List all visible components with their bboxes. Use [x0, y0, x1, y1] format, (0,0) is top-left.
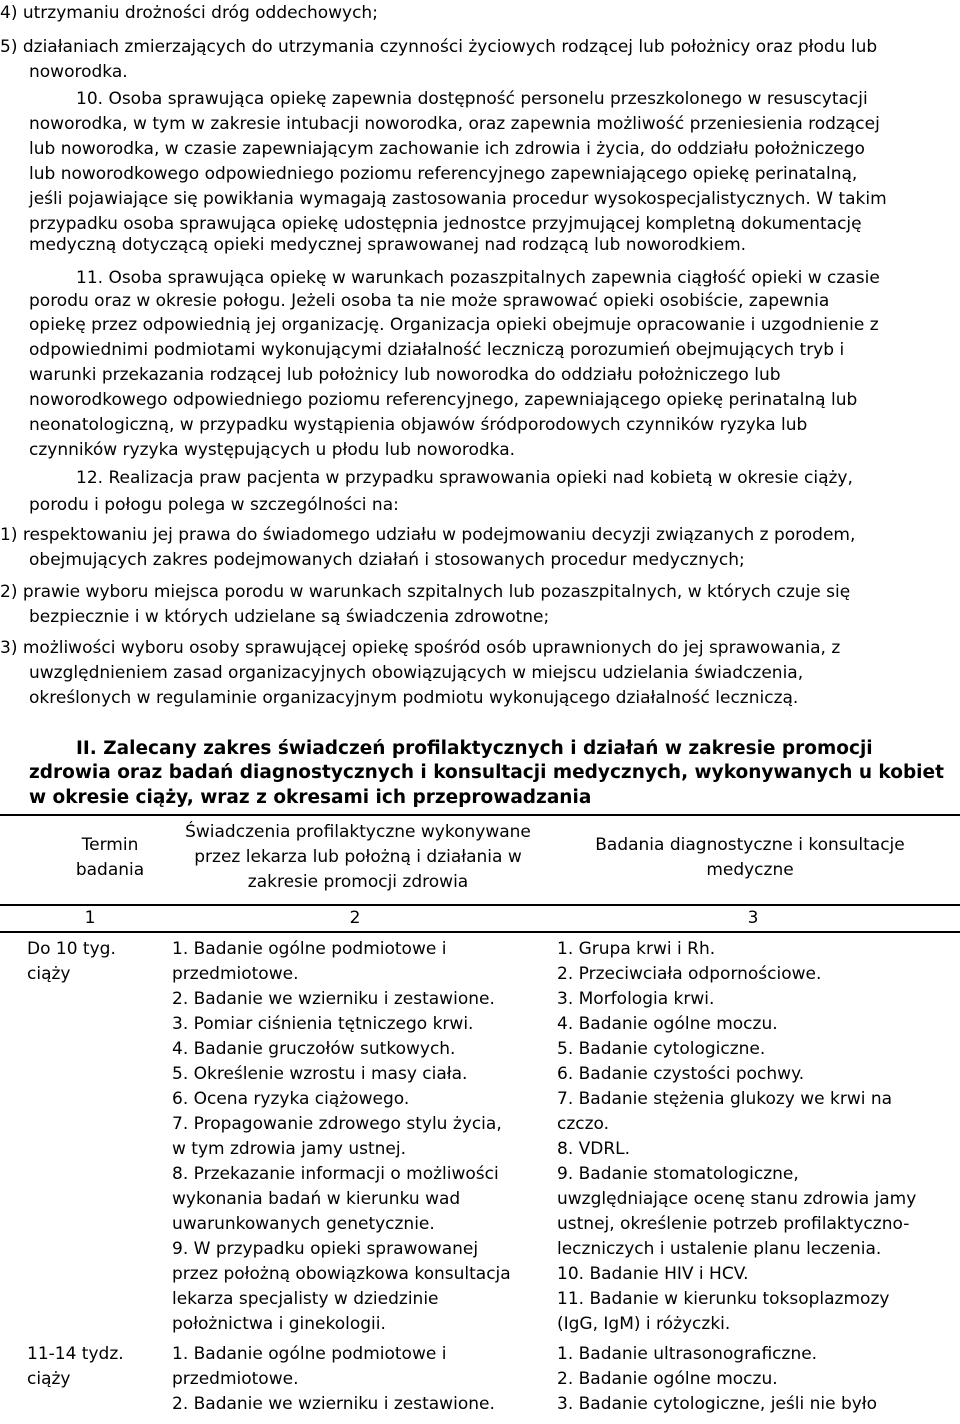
- table-row-1-diagnostics: [557, 937, 916, 1337]
- header-line: zakresie promocji zdrowia: [247, 872, 469, 892]
- paragraph-10-line: noworodka, w tym w zakresie intubacji noworodka, oraz zapewnia możliwość przeniesienia rodzącej: [29, 114, 880, 134]
- diagnostic-line: (IgG, IgM) i różyczki.: [557, 1314, 731, 1334]
- paragraph-11-line: noworodkowego odpowiedniego poziomu referencyjnego, zapewniającego opiekę perinatalną lub: [29, 390, 858, 410]
- service-line: 6. Ocena ryzyka ciążowego.: [172, 1089, 410, 1109]
- term-line: ciąży: [27, 1369, 71, 1389]
- list-item-3-cont: uwzględnieniem zasad organizacyjnych obowiązujących w miejscu udzielania świadczenia,: [29, 663, 804, 683]
- paragraph-11-line: porodu oraz w okresie połogu. Jeżeli osoba ta nie może sprawować opieki osobiście, zapewnia: [29, 291, 830, 311]
- paragraph-12-line: porodu i połogu polega w szczególności na:: [29, 495, 399, 515]
- table-row-2-services: [172, 1342, 495, 1417]
- list-item-5-cont: noworodka.: [29, 62, 128, 82]
- service-line: 4. Badanie gruczołów sutkowych.: [172, 1039, 456, 1059]
- service-line: 2. Badanie we wzierniku i zestawione.: [172, 989, 495, 1009]
- header-line: Świadczenia profilaktyczne wykonywane: [185, 822, 531, 842]
- header-line: medyczne: [706, 860, 794, 880]
- paragraph-10-line: medyczną dotyczącą opieki medycznej sprawowanej nad rodzącą lub noworodkiem.: [29, 235, 747, 255]
- header-line: Termin: [81, 835, 139, 855]
- diagnostic-line: 6. Badanie czystości pochwy.: [557, 1064, 805, 1084]
- service-line: 9. W przypadku opieki sprawowanej: [172, 1239, 479, 1259]
- table-border-top: [0, 814, 960, 816]
- section-heading: II. Zalecany zakres świadczeń profilaktycznych i działań w zakresie promocji: [76, 738, 873, 759]
- paragraph-11-line: neonatologiczną, w przypadku wystąpienia objawów śródporodowych czynników ryzyka lub: [29, 415, 808, 435]
- list-item-3-cont: określonych w regulaminie organizacyjnym podmiotu wykonującego działalność leczniczą.: [29, 688, 799, 708]
- service-line: 3. Pomiar ciśnienia tętniczego krwi.: [172, 1014, 474, 1034]
- diagnostic-line: leczniczych i ustalenie planu leczenia.: [557, 1239, 882, 1259]
- diagnostic-line: 9. Badanie stomatologiczne,: [557, 1164, 799, 1184]
- paragraph-11-line: warunki przekazania rodzącej lub położnicy lub noworodka do oddziału położniczego lub: [29, 365, 781, 385]
- service-line: 2. Badanie we wzierniku i zestawione.: [172, 1394, 495, 1414]
- paragraph-10-line: jeśli pojawiające się powikłania wymagają zastosowania procedur wysokospecjalistycznych. W takim: [29, 189, 887, 209]
- diagnostic-line: 1. Badanie ultrasonograficzne.: [557, 1344, 818, 1364]
- term-line: ciąży: [27, 964, 71, 984]
- list-item-2: 2) prawie wyboru miejsca porodu w warunkach szpitalnych lub pozaszpitalnych, w których czuje się: [0, 582, 851, 602]
- term-line: 11-14 tydz.: [27, 1344, 124, 1364]
- table-header-diagnostics: [560, 833, 940, 883]
- header-line: Badania diagnostyczne i konsultacje: [595, 835, 905, 855]
- table-border-header: [0, 904, 960, 906]
- service-line: 1. Badanie ogólne podmiotowe i: [172, 939, 447, 959]
- diagnostic-line: czczo.: [557, 1114, 610, 1134]
- table-row-2-diagnostics: [557, 1342, 877, 1417]
- diagnostic-line: 10. Badanie HIV i HCV.: [557, 1264, 749, 1284]
- diagnostic-line: 8. VDRL.: [557, 1139, 631, 1159]
- column-number-1: 1: [84, 908, 96, 928]
- section-heading: zdrowia oraz badań diagnostycznych i konsultacji medycznych, wykonywanych u kobiet: [29, 762, 944, 783]
- paragraph-11-line: opiekę przez odpowiednią jej organizację. Organizacja opieki obejmuje opracowanie i uzgodnienie z: [29, 315, 879, 335]
- service-line: przedmiotowe.: [172, 1369, 299, 1389]
- diagnostic-line: 5. Badanie cytologiczne.: [557, 1039, 766, 1059]
- list-item-2-cont: bezpiecznie i w których udzielane są świadczenia zdrowotne;: [29, 607, 550, 627]
- paragraph-10-line: 10. Osoba sprawująca opiekę zapewnia dostępność personelu przeszkolonego w resuscytacji: [76, 89, 868, 109]
- service-line: 5. Określenie wzrostu i masy ciała.: [172, 1064, 468, 1084]
- service-line: w tym zdrowia jamy ustnej.: [172, 1139, 406, 1159]
- paragraph-10-line: lub noworodka, w czasie zapewniającym zachowanie ich zdrowia i życia, do oddziału położniczego: [29, 139, 865, 159]
- section-heading: w okresie ciąży, wraz z okresami ich przeprowadzania: [29, 787, 592, 808]
- table-row-1-services: [172, 937, 511, 1337]
- list-item-4: 4) utrzymaniu drożności dróg oddechowych;: [0, 3, 378, 23]
- diagnostic-line: ustnej, określenie potrzeb profilaktyczno-: [557, 1214, 910, 1234]
- paragraph-11-line: odpowiednimi podmiotami wykonującymi działalność leczniczą porozumień obejmujących tryb i: [29, 340, 845, 360]
- diagnostic-line: 1. Grupa krwi i Rh.: [557, 939, 716, 959]
- term-line: Do 10 tyg.: [27, 939, 116, 959]
- list-item-3: 3) możliwości wyboru osoby sprawującej opiekę spośród osób uprawnionych do jej sprawowania, z: [0, 638, 841, 658]
- list-item-5: 5) działaniach zmierzających do utrzymania czynności życiowych rodzącej lub położnicy oraz płodu lub: [0, 37, 878, 57]
- table-header-services: [148, 820, 568, 895]
- service-line: przez położną obowiązkowa konsultacja: [172, 1264, 511, 1284]
- service-line: przedmiotowe.: [172, 964, 299, 984]
- table-row-1-term: [27, 937, 116, 987]
- service-line: 1. Badanie ogólne podmiotowe i: [172, 1344, 447, 1364]
- paragraph-11-line: czynników ryzyka występujących u płodu lub noworodka.: [29, 440, 516, 460]
- paragraph-11-line: 11. Osoba sprawująca opiekę w warunkach pozaszpitalnych zapewnia ciągłość opieki w czasie: [76, 268, 880, 288]
- column-number-2: 2: [349, 908, 361, 928]
- service-line: wykonania badań w kierunku wad: [172, 1189, 461, 1209]
- service-line: 7. Propagowanie zdrowego stylu życia,: [172, 1114, 502, 1134]
- header-line: przez lekarza lub położną i działania w: [194, 847, 522, 867]
- diagnostic-line: uwzględniające ocenę stanu zdrowia jamy: [557, 1189, 917, 1209]
- diagnostic-line: 7. Badanie stężenia glukozy we krwi na: [557, 1089, 893, 1109]
- diagnostic-line: 2. Badanie ogólne moczu.: [557, 1369, 778, 1389]
- list-item-1: 1) respektowaniu jej prawa do świadomego udziału w podejmowaniu decyzji związanych z porodem,: [0, 525, 856, 545]
- diagnostic-line: 3. Badanie cytologiczne, jeśli nie było: [557, 1394, 878, 1414]
- table-row-2-term: [27, 1342, 124, 1392]
- paragraph-10-line: przypadku osoba sprawująca opiekę udostępnia jednostce przyjmującej kompletną dokumentację: [29, 214, 862, 234]
- service-line: położnictwa i ginekologii.: [172, 1314, 386, 1334]
- diagnostic-line: 3. Morfologia krwi.: [557, 989, 715, 1009]
- paragraph-12-line: 12. Realizacja praw pacjenta w przypadku sprawowania opieki nad kobietą w okresie ciąży,: [76, 468, 853, 488]
- diagnostic-line: 2. Przeciwciała odpornościowe.: [557, 964, 822, 984]
- service-line: lekarza specjalisty w dziedzinie: [172, 1289, 439, 1309]
- column-number-3: 3: [747, 908, 759, 928]
- service-line: uwarunkowanych genetycznie.: [172, 1214, 435, 1234]
- diagnostic-line: 11. Badanie w kierunku toksoplazmozy: [557, 1289, 890, 1309]
- service-line: 8. Przekazanie informacji o możliwości: [172, 1164, 499, 1184]
- paragraph-10-line: lub noworodkowego odpowiedniego poziomu referencyjnego zapewniającego opiekę perinatalną,: [29, 164, 858, 184]
- list-item-1-cont: obejmujących zakres podejmowanych działań i stosowanych procedur medycznych;: [29, 550, 745, 570]
- header-line: badania: [75, 860, 145, 880]
- table-border-numbers: [0, 931, 960, 933]
- diagnostic-line: 4. Badanie ogólne moczu.: [557, 1014, 778, 1034]
